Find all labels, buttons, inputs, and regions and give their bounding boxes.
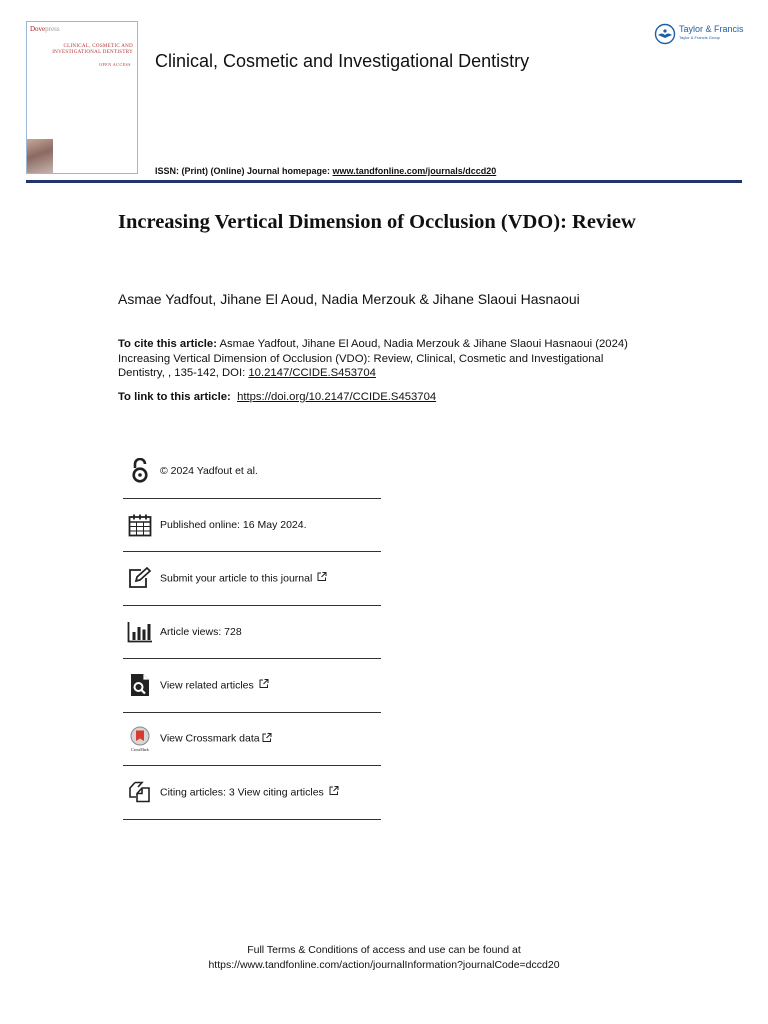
cover-title-line1: CLINICAL, COSMETIC AND <box>63 44 133 49</box>
submit-article-link[interactable]: Submit your article to this journal <box>160 572 313 585</box>
journal-title: Clinical, Cosmetic and Investigational Dentistry <box>155 51 530 71</box>
info-text <box>160 572 327 585</box>
info-article-views <box>123 606 381 660</box>
article-link-line <box>118 391 436 403</box>
publisher-name: Taylor & Francis <box>679 24 744 34</box>
external-link-icon <box>262 732 272 745</box>
cover-brand-sub: press <box>45 25 60 33</box>
header-rule <box>26 180 742 183</box>
citation <box>118 337 648 381</box>
info-text <box>160 465 258 477</box>
cover-image <box>27 139 53 173</box>
article-title: Increasing Vertical Dimension of Occlusion (VDO): Review <box>118 211 636 233</box>
crossmark-icon <box>127 726 153 752</box>
journal-homepage-link[interactable]: www.tandfonline.com/journals/dccd20 <box>332 166 497 176</box>
publisher-group: Taylor & Francis Group <box>679 35 720 40</box>
cover-title-line2: INVESTIGATIONAL DENTISTRY <box>52 50 133 55</box>
related-articles-link[interactable]: View related articles <box>160 679 254 692</box>
copyright-text: © 2024 Yadfout et al. <box>160 465 258 478</box>
info-published-online <box>123 499 381 553</box>
external-link-icon <box>329 786 339 799</box>
edit-icon <box>127 565 153 591</box>
publisher-logo-icon <box>654 23 676 45</box>
publisher-logo[interactable] <box>654 22 749 48</box>
cover-brand-main: Dove <box>30 25 46 33</box>
info-text <box>160 679 269 692</box>
cite-label: To cite this article: <box>118 338 217 350</box>
footer <box>0 943 768 972</box>
bar-chart-icon <box>127 619 153 645</box>
crossmark-link[interactable]: View Crossmark data <box>160 732 260 745</box>
related-articles-icon <box>127 672 153 698</box>
cover-brand <box>30 25 60 33</box>
info-copyright <box>123 445 381 499</box>
link-label: To link to this article: <box>118 391 231 403</box>
info-text <box>160 519 307 531</box>
published-date-text: Published online: 16 May 2024. <box>160 518 307 531</box>
doi-link[interactable]: 10.2147/CCIDE.S453704 <box>248 367 376 380</box>
article-views-text: Article views: 728 <box>160 625 242 638</box>
external-link-icon <box>317 572 327 585</box>
article-info-list <box>123 445 381 820</box>
info-text <box>160 732 272 745</box>
external-link-icon <box>259 679 269 692</box>
article-authors: Asmae Yadfout, Jihane El Aoud, Nadia Merzouk & Jihane Slaoui Hasnaoui <box>118 291 580 307</box>
info-text <box>160 626 242 638</box>
info-related-articles[interactable] <box>123 659 381 713</box>
issn-label: ISSN: (Print) (Online) Journal homepage: <box>155 166 331 176</box>
info-citing-articles[interactable] <box>123 766 381 820</box>
article-doi-url[interactable]: https://doi.org/10.2147/CCIDE.S453704 <box>237 391 437 403</box>
citing-articles-link[interactable]: Citing articles: 3 View citing articles <box>160 786 324 799</box>
footer-terms: Full Terms & Conditions of access and use can be found at <box>247 944 521 956</box>
open-access-icon <box>127 458 153 484</box>
cite-text: Asmae Yadfout, Jihane El Aoud, Nadia Merzouk & Jihane Slaoui Hasnaoui (2024) Increasing Vertical Dimension of Occlusion (VDO): Review, Clinical, Cosmetic and Investigational Dentistry, , 135-142, DOI: <box>118 338 628 380</box>
info-submit-article[interactable] <box>123 552 381 606</box>
cover-open-access: OPEN ACCESS <box>99 62 131 67</box>
journal-cover <box>26 21 138 174</box>
crossmark-label: CrossMark <box>131 746 149 752</box>
footer-url[interactable]: https://www.tandfonline.com/action/journalInformation?journalCode=dccd20 <box>208 958 560 971</box>
info-crossmark[interactable] <box>123 713 381 767</box>
calendar-icon <box>127 512 153 538</box>
info-text <box>160 786 339 799</box>
issn-line <box>155 166 496 176</box>
cover-title <box>31 44 133 56</box>
citing-articles-icon <box>127 779 153 805</box>
